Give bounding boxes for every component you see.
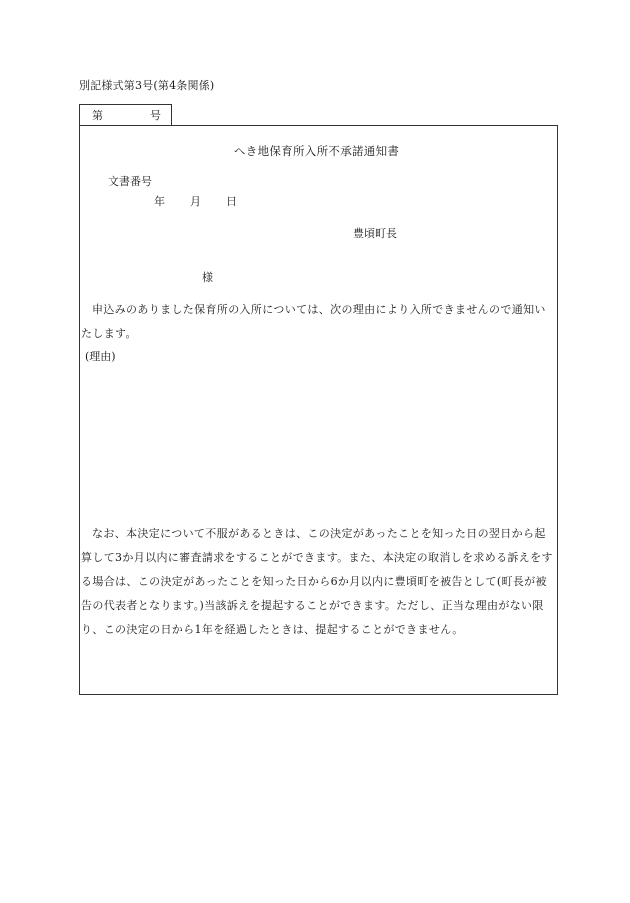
appeal-notice-paragraph: なお、本決定について不服があるときは、この決定があったことを知った日の翌日から起算して3か月以内に審査請求をすることができます。また、本決定の取消しを求める訴えをする場合は、この決定があったことを知った日から6か月以内に豊頃町を被告として(町長が被告の代表者となります。)当該訴えを提起することができます。ただし、正当な理由がない限り、この決定の日から1年を経過したときは、提起することができません。 xyxy=(81,527,553,636)
number-label-dai: 第 xyxy=(92,109,103,122)
form-reference: 別記様式第3号(第4条関係) xyxy=(79,79,215,92)
reason-label: (理由) xyxy=(85,350,116,363)
date-year-label: 年 xyxy=(154,195,165,208)
date-day-label: 日 xyxy=(226,195,237,208)
document-number-label: 文書番号 xyxy=(108,175,152,188)
sender-name: 豊頃町長 xyxy=(353,227,397,240)
addressee-suffix: 様 xyxy=(202,271,213,284)
number-box xyxy=(79,104,172,126)
number-label-go: 号 xyxy=(150,109,161,122)
document-title: へき地保育所入所不承諾通知書 xyxy=(234,144,400,158)
date-month-label: 月 xyxy=(190,195,201,208)
body-paragraph: 申込みのありました保育所の入所については、次の理由により入所できませんので通知いたします。 xyxy=(81,303,546,340)
